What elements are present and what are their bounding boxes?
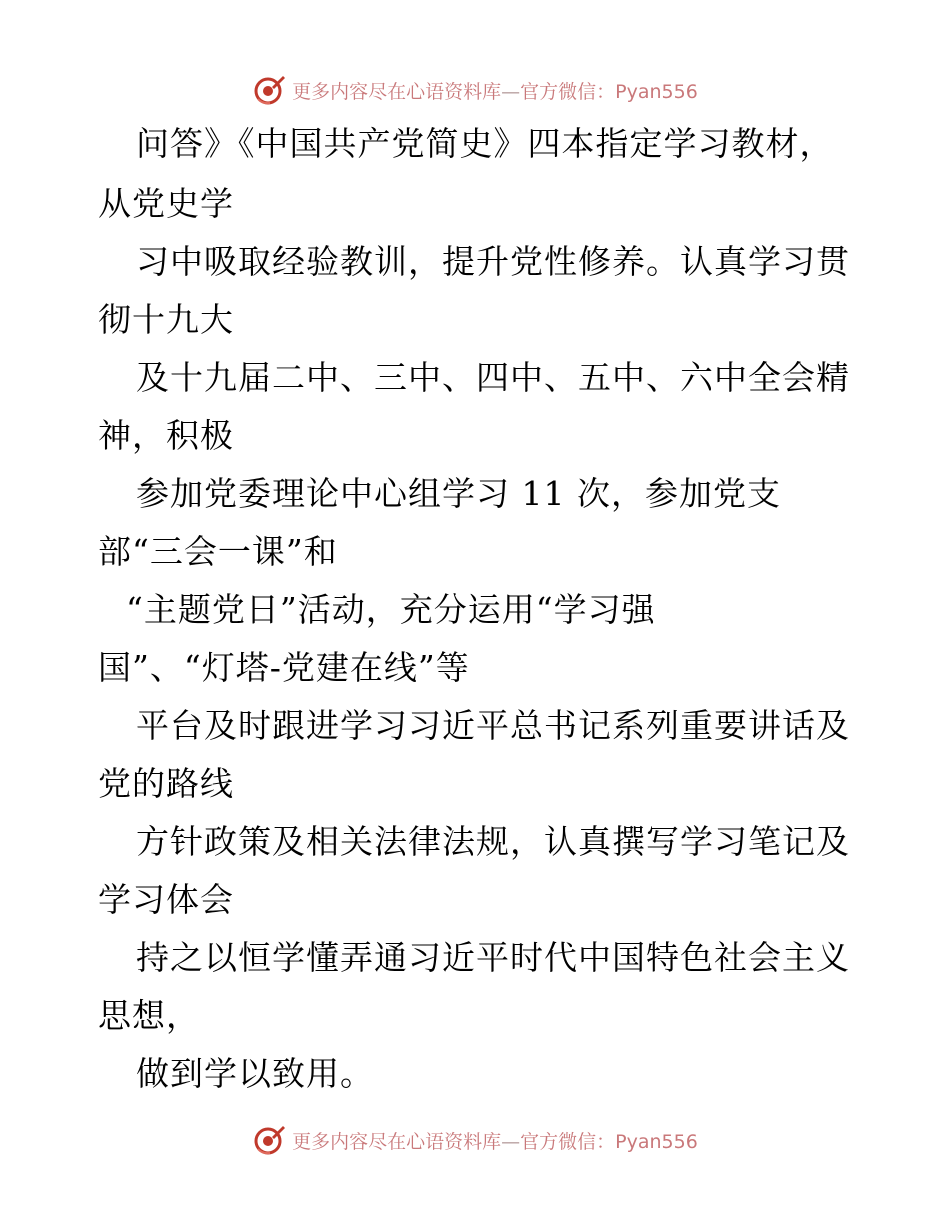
watermark-main: 更多内容尽在心语资料库 (292, 1130, 502, 1153)
body-line: 问答》《中国共产党简史》四本指定学习教材， (136, 124, 834, 163)
watermark-separator: — (501, 80, 521, 103)
body-line: 及十九届二中、三中、四中、五中、六中全会精 (136, 358, 850, 397)
watermark-contact: 官方微信：Pyan556 (520, 80, 698, 103)
body-line: 做到学以致用。 (136, 1054, 374, 1093)
body-line: 部“三会一课”和 (98, 532, 338, 571)
watermark-contact: 官方微信：Pyan556 (520, 1130, 698, 1153)
body-line: 方针政策及相关法律法规，认真撰写学习笔记及 (136, 822, 850, 861)
body-line: “主题党日”活动，充分运用“学习强 (126, 590, 656, 629)
body-line: 党的路线 (98, 764, 234, 803)
watermark-separator: — (501, 1130, 521, 1153)
body-line: 参加党委理论中心组学习 11 次，参加党支 (136, 474, 781, 513)
body-line: 学习体会 (98, 880, 234, 919)
body-line: 从党史学 (98, 184, 234, 223)
body-line: 思想， (98, 996, 200, 1035)
body-line: 平台及时跟进学习习近平总书记系列重要讲话及 (136, 706, 850, 745)
body-line: 神，积极 (98, 416, 234, 455)
watermark-text (292, 77, 698, 104)
watermark-text (292, 1127, 698, 1154)
body-line: 持之以恒学懂弄通习近平时代中国特色社会主义 (136, 938, 850, 977)
pen-nib-logo-icon (252, 73, 286, 107)
body-line: 国”、“灯塔-党建在线”等 (98, 648, 470, 687)
header-watermark (0, 70, 950, 110)
footer-watermark (0, 1120, 950, 1160)
body-line: 习中吸取经验教训，提升党性修养。认真学习贯 (136, 242, 850, 281)
watermark-main: 更多内容尽在心语资料库 (292, 80, 502, 103)
body-line: 彻十九大 (98, 300, 234, 339)
pen-nib-logo-icon (252, 1123, 286, 1157)
